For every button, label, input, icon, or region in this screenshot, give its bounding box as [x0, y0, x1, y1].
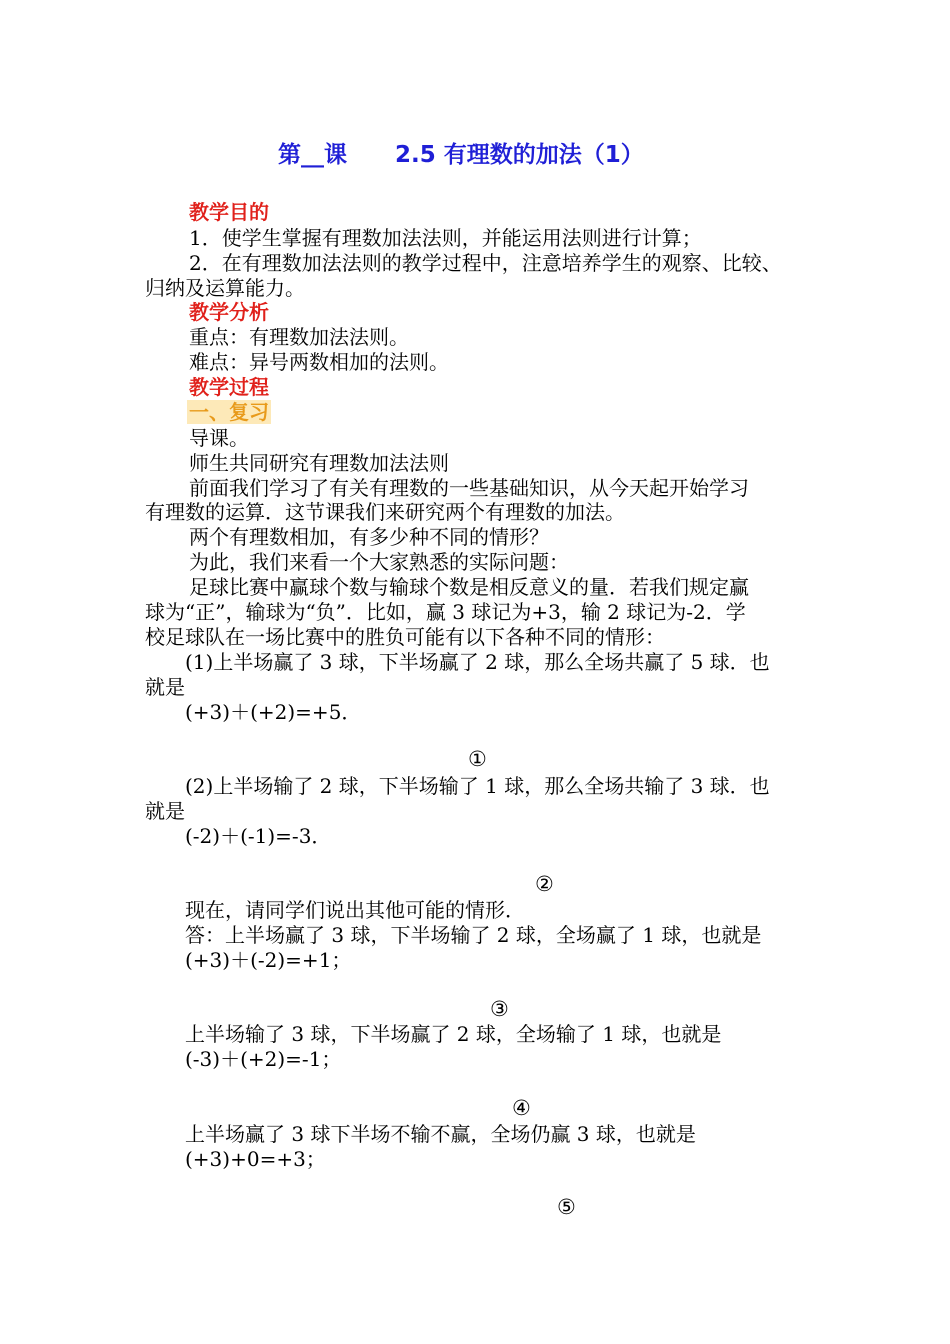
- case-2b: 就是: [145, 799, 185, 823]
- equation-1: (+3)＋(+2)=+5．: [185, 700, 362, 724]
- key-point: 重点：有理数加法法则。: [189, 325, 409, 349]
- section-analysis: 教学分析: [189, 300, 269, 324]
- objective-1: 1．使学生掌握有理数加法法则，并能运用法则进行计算；: [189, 226, 702, 250]
- paragraph-2a: 足球比赛中赢球个数与输球个数是相反意义的量．若我们规定赢: [189, 575, 749, 599]
- question-2: 为此，我们来看一个大家熟悉的实际问题：: [189, 550, 569, 574]
- now-line: 现在，请同学们说出其他可能的情形．: [185, 898, 525, 922]
- intro-line: 导课。: [189, 426, 249, 450]
- section-review: 一、复习: [189, 400, 269, 424]
- section-process: 教学过程: [189, 375, 269, 399]
- case-1b: 就是: [145, 675, 185, 699]
- case-2a: (2)上半场输了 2 球，下半场输了 1 球，那么全场共输了 3 球．也: [185, 774, 770, 798]
- marker-2: ②: [535, 872, 554, 896]
- equation-2: (-2)＋(-1)=-3．: [185, 824, 332, 848]
- paragraph-1b: 有理数的运算．这节课我们来研究两个有理数的加法。: [145, 500, 625, 524]
- difficult-point: 难点：异号两数相加的法则。: [189, 350, 449, 374]
- equation-3: (+3)＋(-2)=+1；: [185, 948, 352, 972]
- equation-5: (+3)+0=+3；: [185, 1147, 326, 1171]
- marker-3: ③: [490, 997, 509, 1021]
- marker-1: ①: [468, 747, 487, 771]
- section-objectives: 教学目的: [189, 200, 269, 224]
- equation-4: (-3)＋(+2)=-1；: [185, 1047, 342, 1071]
- answer-5: 上半场赢了 3 球下半场不输不赢，全场仍赢 3 球，也就是: [185, 1122, 696, 1146]
- paragraph-2c: 校足球队在一场比赛中的胜负可能有以下各种不同的情形：: [145, 625, 665, 649]
- question-1: 两个有理数相加，有多少种不同的情形？: [189, 525, 549, 549]
- page-title: 第__课 2.5 有理数的加法（1）: [278, 142, 644, 168]
- objective-2a: 2．在有理数加法法则的教学过程中，注意培养学生的观察、比较、: [189, 251, 782, 275]
- answer-4: 上半场输了 3 球，下半场赢了 2 球，全场输了 1 球，也就是: [185, 1022, 722, 1046]
- marker-5: ⑤: [557, 1195, 576, 1219]
- paragraph-2b: 球为“正”，输球为“负”．比如，赢 3 球记为+3，输 2 球记为-2．学: [145, 600, 746, 624]
- answer-3: 答：上半场赢了 3 球，下半场输了 2 球，全场赢了 1 球，也就是: [185, 923, 762, 947]
- objective-2b: 归纳及运算能力。: [145, 276, 305, 300]
- marker-4: ④: [512, 1096, 531, 1120]
- paragraph-1a: 前面我们学习了有关有理数的一些基础知识，从今天起开始学习: [189, 476, 749, 500]
- study-line: 师生共同研究有理数加法法则: [189, 451, 449, 475]
- case-1a: (1)上半场赢了 3 球，下半场赢了 2 球，那么全场共赢了 5 球．也: [185, 650, 770, 674]
